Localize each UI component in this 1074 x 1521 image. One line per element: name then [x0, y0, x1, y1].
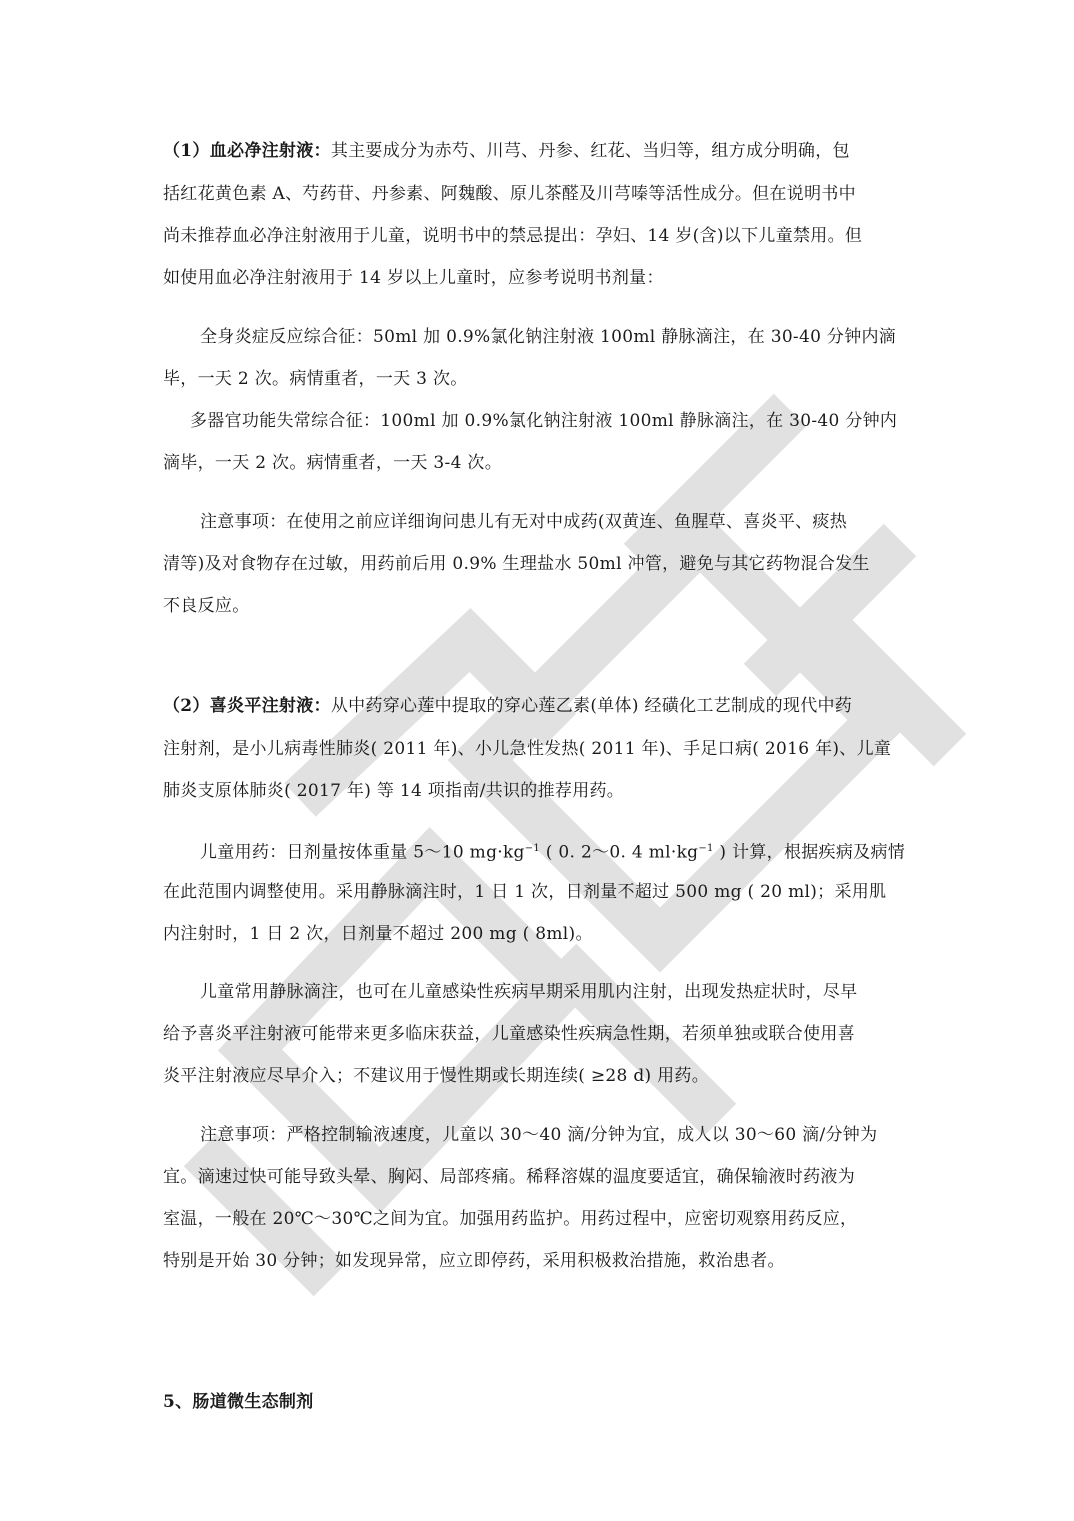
dosage-sup-2: −1	[698, 843, 714, 854]
section2-line-2: 注射剂，是小儿病毒性肺炎( 2011 年)、小儿急性发热( 2011 年)、手足口病( 2016 年)、儿童	[163, 739, 892, 759]
section2-text: 从中药穿心莲中提取的穿心莲乙素(单体) 经磺化工艺制成的现代中药	[330, 696, 853, 716]
section2-line-1	[163, 695, 852, 717]
section1-text: 其主要成分为赤芍、川芎、丹参、红花、当归等，组方成分明确，包	[330, 141, 850, 161]
caution1-line-1: 注意事项：在使用之前应详细询问患儿有无对中成药(双黄连、鱼腥草、喜炎平、痰热	[200, 512, 848, 532]
caution2-line-3: 室温，一般在 20℃～30℃之间为宜。加强用药监护。用药过程中，应密切观察用药反应，	[163, 1209, 858, 1229]
usage-line-3: 炎平注射液应尽早介入；不建议用于慢性期或长期连续( ≥28 d) 用药。	[163, 1066, 710, 1086]
dose2-line-2: 滴毕，一天 2 次。病情重者，一天 3-4 次。	[163, 453, 503, 473]
section1-line-1	[163, 140, 850, 162]
section1-line-2: 括红花黄色素 A、芍药苷、丹参素、阿魏酸、原儿茶醛及川芎嗪等活性成分。但在说明书中	[163, 184, 856, 204]
section5-title: 5、肠道微生态制剂	[163, 1392, 314, 1412]
dosage-line-3: 内注射时，1 日 2 次，日剂量不超过 200 mg ( 8ml)。	[163, 924, 593, 944]
dosage-text-a: 儿童用药：日剂量按体重量 5～10 mg·kg	[200, 842, 525, 863]
dosage-text-b: ( 0. 2～0. 4 ml·kg	[540, 842, 699, 863]
section1-line-4: 如使用血必净注射液用于 14 岁以上儿童时，应参考说明书剂量：	[163, 268, 664, 288]
caution2-line-2: 宜。滴速过快可能导致头晕、胸闷、局部疼痛。稀释溶媒的温度要适宜，确保输液时药液为	[163, 1167, 855, 1187]
caution1-line-3: 不良反应。	[163, 596, 250, 616]
section2-title: （2）喜炎平注射液：	[163, 696, 331, 716]
dose1-line-2: 毕，一天 2 次。病情重者，一天 3 次。	[163, 369, 468, 389]
section2-line-3: 肺炎支原体肺炎( 2017 年) 等 14 项指南/共识的推荐用药。	[163, 781, 625, 801]
usage-line-1: 儿童常用静脉滴注，也可在儿童感染性疾病早期采用肌内注射，出现发热症状时，尽早	[200, 982, 858, 1002]
section1-title: （1）血必净注射液：	[163, 141, 331, 161]
dosage-line-2: 在此范围内调整使用。采用静脉滴注时，1 日 1 次，日剂量不超过 500 mg ( 20 ml)；采用肌	[163, 882, 887, 902]
dosage-text-c: ) 计算，根据疾病及病情	[713, 842, 906, 863]
dosage-line-1	[200, 838, 905, 864]
usage-line-2: 给予喜炎平注射液可能带来更多临床获益，儿童感染性疾病急性期，若须单独或联合使用喜	[163, 1024, 855, 1044]
dosage-sup-1: −1	[524, 843, 541, 854]
caution1-line-2: 清等)及对食物存在过敏，用药前后用 0.9% 生理盐水 50ml 冲管，避免与其它药物混合发生	[163, 554, 870, 574]
section1-line-3: 尚未推荐血必净注射液用于儿童，说明书中的禁忌提出：孕妇、14 岁(含)以下儿童禁用。但	[163, 226, 863, 246]
dose1-line-1: 全身炎症反应综合征：50ml 加 0.9%氯化钠注射液 100ml 静脉滴注，在 30-40 分钟内滴	[200, 327, 897, 347]
dose2-line-1: 多器官功能失常综合征：100ml 加 0.9%氯化钠注射液 100ml 静脉滴注，在 30-40 分钟内	[190, 411, 898, 431]
caution2-line-4: 特别是开始 30 分钟；如发现异常，应立即停药，采用积极救治措施，救治患者。	[163, 1251, 785, 1271]
caution2-line-1: 注意事项：严格控制输液速度，儿童以 30～40 滴/分钟为宜，成人以 30～60 滴/分钟为	[200, 1125, 878, 1145]
